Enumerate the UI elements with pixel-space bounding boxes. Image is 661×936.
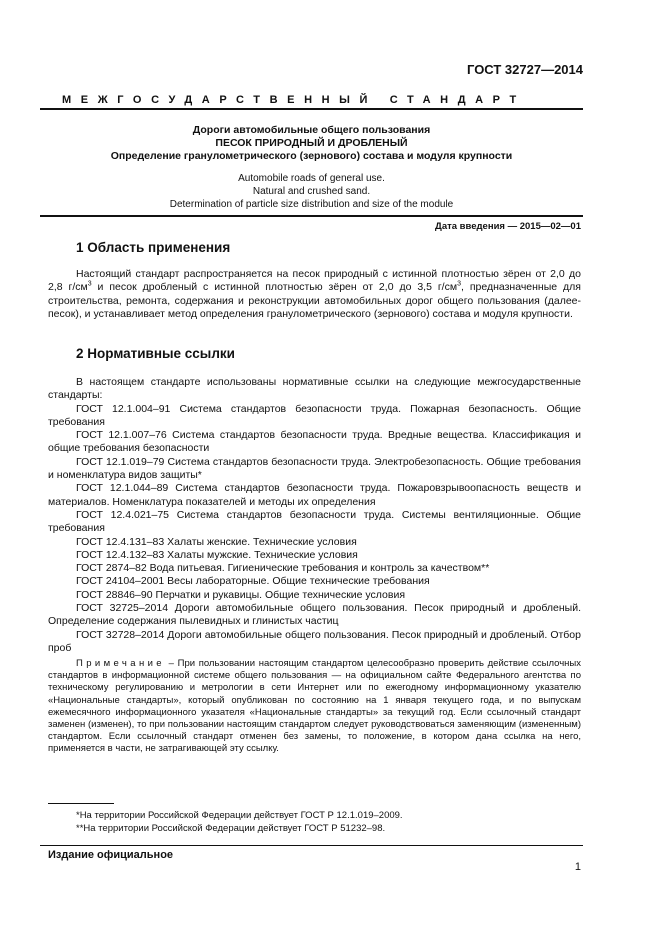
section-1-body [48,268,581,321]
reference-item [48,575,581,588]
section-1-text: и песок дробленый с истинной плотностью зёрен от 2,0 до 3,5 г/см [91,281,458,294]
interstate-standard-label: МЕЖГОСУДАРСТВЕННЫЙ СТАНДАРТ [62,94,526,106]
title-en-line: Determination of particle size distribution and size of the module [169,199,454,210]
reference-item [48,536,581,549]
footnotes [76,810,403,835]
title-ru-line: Дороги автомобильные общего пользования [192,124,431,136]
references-intro [48,376,581,403]
reference-text: ГОСТ 12.1.044–89 Система стандартов безопасности труда. Пожаровзрывоопасность веществ и материалов. Номенклатура показателей и методы их определения [48,482,581,508]
title-ru-line: Определение гранулометрического (зернового) состава и модуля крупности [110,150,513,162]
reference-text: ГОСТ 12.1.019–79 Система стандартов безопасности труда. Электробезопасность. Общие требования и номенклатура видов защиты* [48,455,581,482]
reference-item [48,403,581,430]
footnote-rule [48,803,114,804]
title-en-line: Automobile roads of general use. [238,173,385,184]
reference-item [48,602,581,629]
note-text: – При пользовании настоящим стандартом целесообразно проверить действие ссылочных стандартов в информационной системе общего пользования — на официальном сайте Федерального агентства по техническому регулированию и метрологии в сети Интернет или по ежегодному информационному указателю «Национальные стандарты», который опубликован по состоянию на 1 января текущего года, и по выпускам ежемесячного информационного указателя «Национальные стандарты» за текущий год. Если ссылочный стандарт заменен (изменен), то при пользовании настоящим стандартом следует руководствоваться заменяющим (измененным) стандартом. Если ссылочный стандарт отменен без замены, то положение, в котором дана ссылка на него, применяется в части, не затрагивающей эту ссылку. [48,658,581,755]
reference-text: ГОСТ 28846–90 Перчатки и рукавицы. Общие технические условия [76,588,406,601]
reference-text: ГОСТ 32725–2014 Дороги автомобильные общего пользования. Песок природный и дробленый. Определение содержания пылевидных и глинистых частиц [48,602,581,628]
note-label: Примечание [76,658,165,669]
section-1-text: Настоящий стандарт распространяется на песок природный с истинной плотностью зёрен от 2,0 до 2,8 г/см [48,268,581,294]
reference-text: ГОСТ 12.4.132–83 Халаты мужские. Технические условия [76,548,358,561]
reference-text: ГОСТ 12.4.131–83 Халаты женские. Технические условия [76,535,357,548]
reference-item [48,589,581,602]
title-ru-line: ПЕСОК ПРИРОДНЫЙ И ДРОБЛЕНЫЙ [215,137,408,149]
reference-item [48,549,581,562]
reference-text: ГОСТ 12.4.021–75 Система стандартов безопасности труда. Системы вентиляционные. Общие требования [48,508,581,535]
footer-rule [40,845,583,846]
intro-date: Дата введения — 2015—02—01 [435,221,581,232]
page-number: 1 [574,861,581,873]
reference-text: ГОСТ 12.1.007–76 Система стандартов безопасности труда. Вредные вещества. Классификация и общие требования безопасности [48,429,581,455]
reference-text: ГОСТ 32728–2014 Дороги автомобильные общего пользования. Песок природный и дробленый. Отбор проб [48,628,581,654]
reference-text: ГОСТ 12.1.004–91 Система стандартов безопасности труда. Пожарная безопасность. Общие требования [48,402,581,428]
edition-label: Издание официальное [48,849,174,861]
title-en [40,172,583,211]
normative-references [48,376,581,655]
reference-item [48,629,581,656]
section-1-title: 1 Область применения [76,240,231,255]
reference-text: ГОСТ 2874–82 Вода питьевая. Гигиенические требования и контроль за качеством** [76,562,490,575]
reference-text: ГОСТ 24104–2001 Весы лабораторные. Общие технические требования [76,575,430,588]
reference-item [48,562,581,575]
title-rule [40,215,583,217]
title-en-line: Natural and crushed sand. [252,186,371,197]
doc-number: ГОСТ 32727—2014 [467,62,583,77]
note [48,658,581,756]
title-ru [40,124,583,163]
superscript: 3 [457,280,461,288]
reference-item [48,482,581,509]
reference-item [48,509,581,536]
section-1-text: , предназначенные для строительства, ремонта, содержания и реконструкции автомобильных дорог общего пользования (далее-песок), и устанавливает метод определения гранулометрического (зернового) состава и модуля крупности. [48,281,581,320]
reference-item [48,456,581,483]
footnote: **На территории Российской Федерации действует ГОСТ Р 51232–98. [76,822,386,834]
footnote: *На территории Российской Федерации действует ГОСТ Р 12.1.019–2009. [76,810,403,821]
reference-item [48,429,581,456]
section-2-title: 2 Нормативные ссылки [76,346,235,361]
references-intro-text: В настоящем стандарте использованы нормативные ссылки на следующие межгосударственные стандарты: [48,376,581,402]
superscript: 3 [87,280,92,288]
header-rule [40,108,583,110]
